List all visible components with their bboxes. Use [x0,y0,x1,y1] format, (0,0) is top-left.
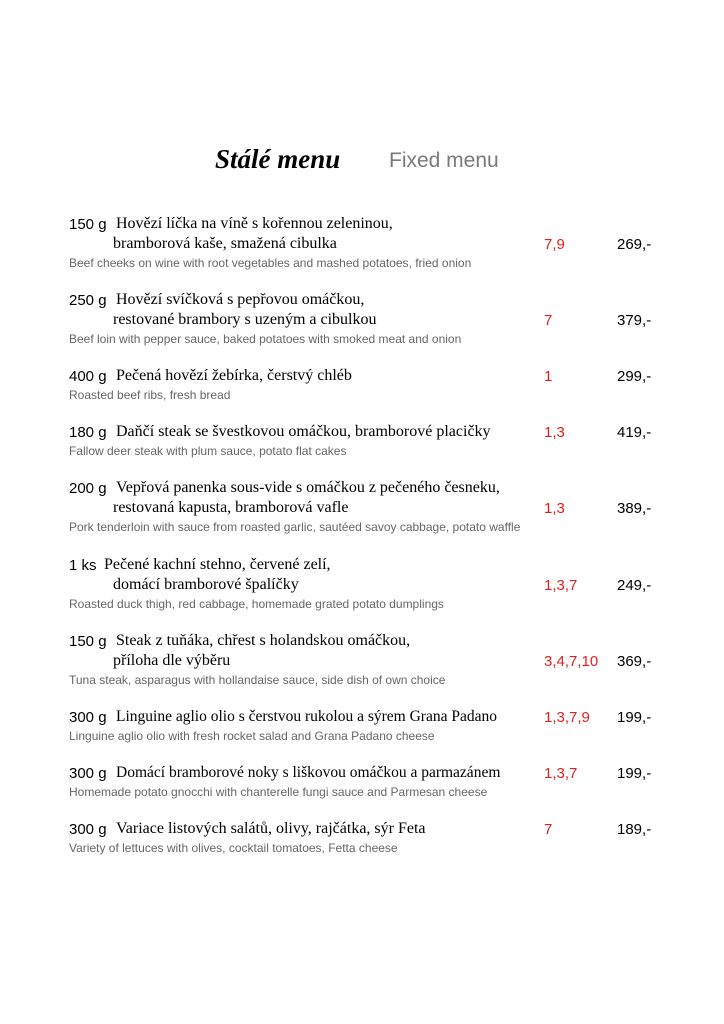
item-quantity: 180 g [69,424,107,441]
item-allergens: 1 [544,368,553,385]
item-price: 379,- [617,312,652,329]
menu-title [0,144,724,178]
item-allergens: 7 [544,312,553,329]
item-quantity: 1 ks [69,557,97,574]
item-allergens: 1,3,7,9 [544,709,590,726]
item-allergens: 7,9 [544,236,565,253]
item-quantity: 300 g [69,709,107,726]
item-quantity: 150 g [69,216,107,233]
item-description: Roasted beef ribs, fresh bread [69,388,231,402]
item-quantity: 150 g [69,633,107,650]
title-czech: Stálé menu [215,144,341,174]
item-name-continued: bramborová kaše, smažená cibulka [113,235,337,252]
item-allergens: 1,3 [544,500,565,517]
item-name: Hovězí líčka na víně s kořennou zeleninou, [116,215,393,232]
item-allergens: 1,3,7 [544,765,578,782]
item-name: Daňčí steak se švestkovou omáčkou, bramborové placičky [116,423,491,440]
item-name-continued: příloha dle výběru [113,652,231,669]
item-name: Pečené kachní stehno, červené zelí, [104,556,331,573]
item-description: Tuna steak, asparagus with hollandaise sauce, side dish of own choice [69,673,446,687]
item-price: 269,- [617,236,652,253]
item-allergens: 1,3 [544,424,565,441]
item-description: Roasted duck thigh, red cabbage, homemade grated potato dumplings [69,597,444,611]
item-price: 199,- [617,765,652,782]
title-english: Fixed menu [389,149,499,172]
item-price: 419,- [617,424,652,441]
item-name: Variace listových salátů, olivy, rajčátka, sýr Feta [116,820,426,837]
item-quantity: 300 g [69,765,107,782]
item-description: Beef loin with pepper sauce, baked potatoes with smoked meat and onion [69,332,462,346]
item-name-continued: restovaná kapusta, bramborová vafle [113,499,349,516]
item-name-continued: restované brambory s uzeným a cibulkou [113,311,377,328]
item-name: Vepřová panenka sous-vide s omáčkou z pečeného česneku, [116,479,500,496]
item-price: 369,- [617,653,652,670]
item-allergens: 1,3,7 [544,577,578,594]
item-quantity: 400 g [69,368,107,385]
item-description: Fallow deer steak with plum sauce, potato flat cakes [69,444,347,458]
item-description: Beef cheeks on wine with root vegetables and mashed potatoes, fried onion [69,256,472,270]
item-price: 199,- [617,709,652,726]
item-name: Domácí bramborové noky s liškovou omáčkou a parmazánem [116,764,501,781]
item-price: 389,- [617,500,652,517]
item-description: Homemade potato gnocchi with chanterelle fungi sauce and Parmesan cheese [69,785,488,799]
item-allergens: 7 [544,821,553,838]
item-name: Linguine aglio olio s čerstvou rukolou a sýrem Grana Padano [116,708,497,725]
item-price: 249,- [617,577,652,594]
item-price: 189,- [617,821,652,838]
item-description: Linguine aglio olio with fresh rocket salad and Grana Padano cheese [69,729,435,743]
item-name-continued: domácí bramborové špalíčky [113,576,299,593]
item-description: Variety of lettuces with olives, cocktail tomatoes, Fetta cheese [69,841,398,855]
item-description: Pork tenderloin with sauce from roasted garlic, sautéed savoy cabbage, potato waffle [69,520,521,534]
item-name: Pečená hovězí žebírka, čerstvý chléb [116,367,352,384]
item-price: 299,- [617,368,652,385]
item-name: Hovězí svíčková s pepřovou omáčkou, [116,291,365,308]
item-quantity: 250 g [69,292,107,309]
item-name: Steak z tuňáka, chřest s holandskou omáčkou, [116,632,411,649]
item-quantity: 200 g [69,480,107,497]
item-quantity: 300 g [69,821,107,838]
item-allergens: 3,4,7,10 [544,653,599,670]
